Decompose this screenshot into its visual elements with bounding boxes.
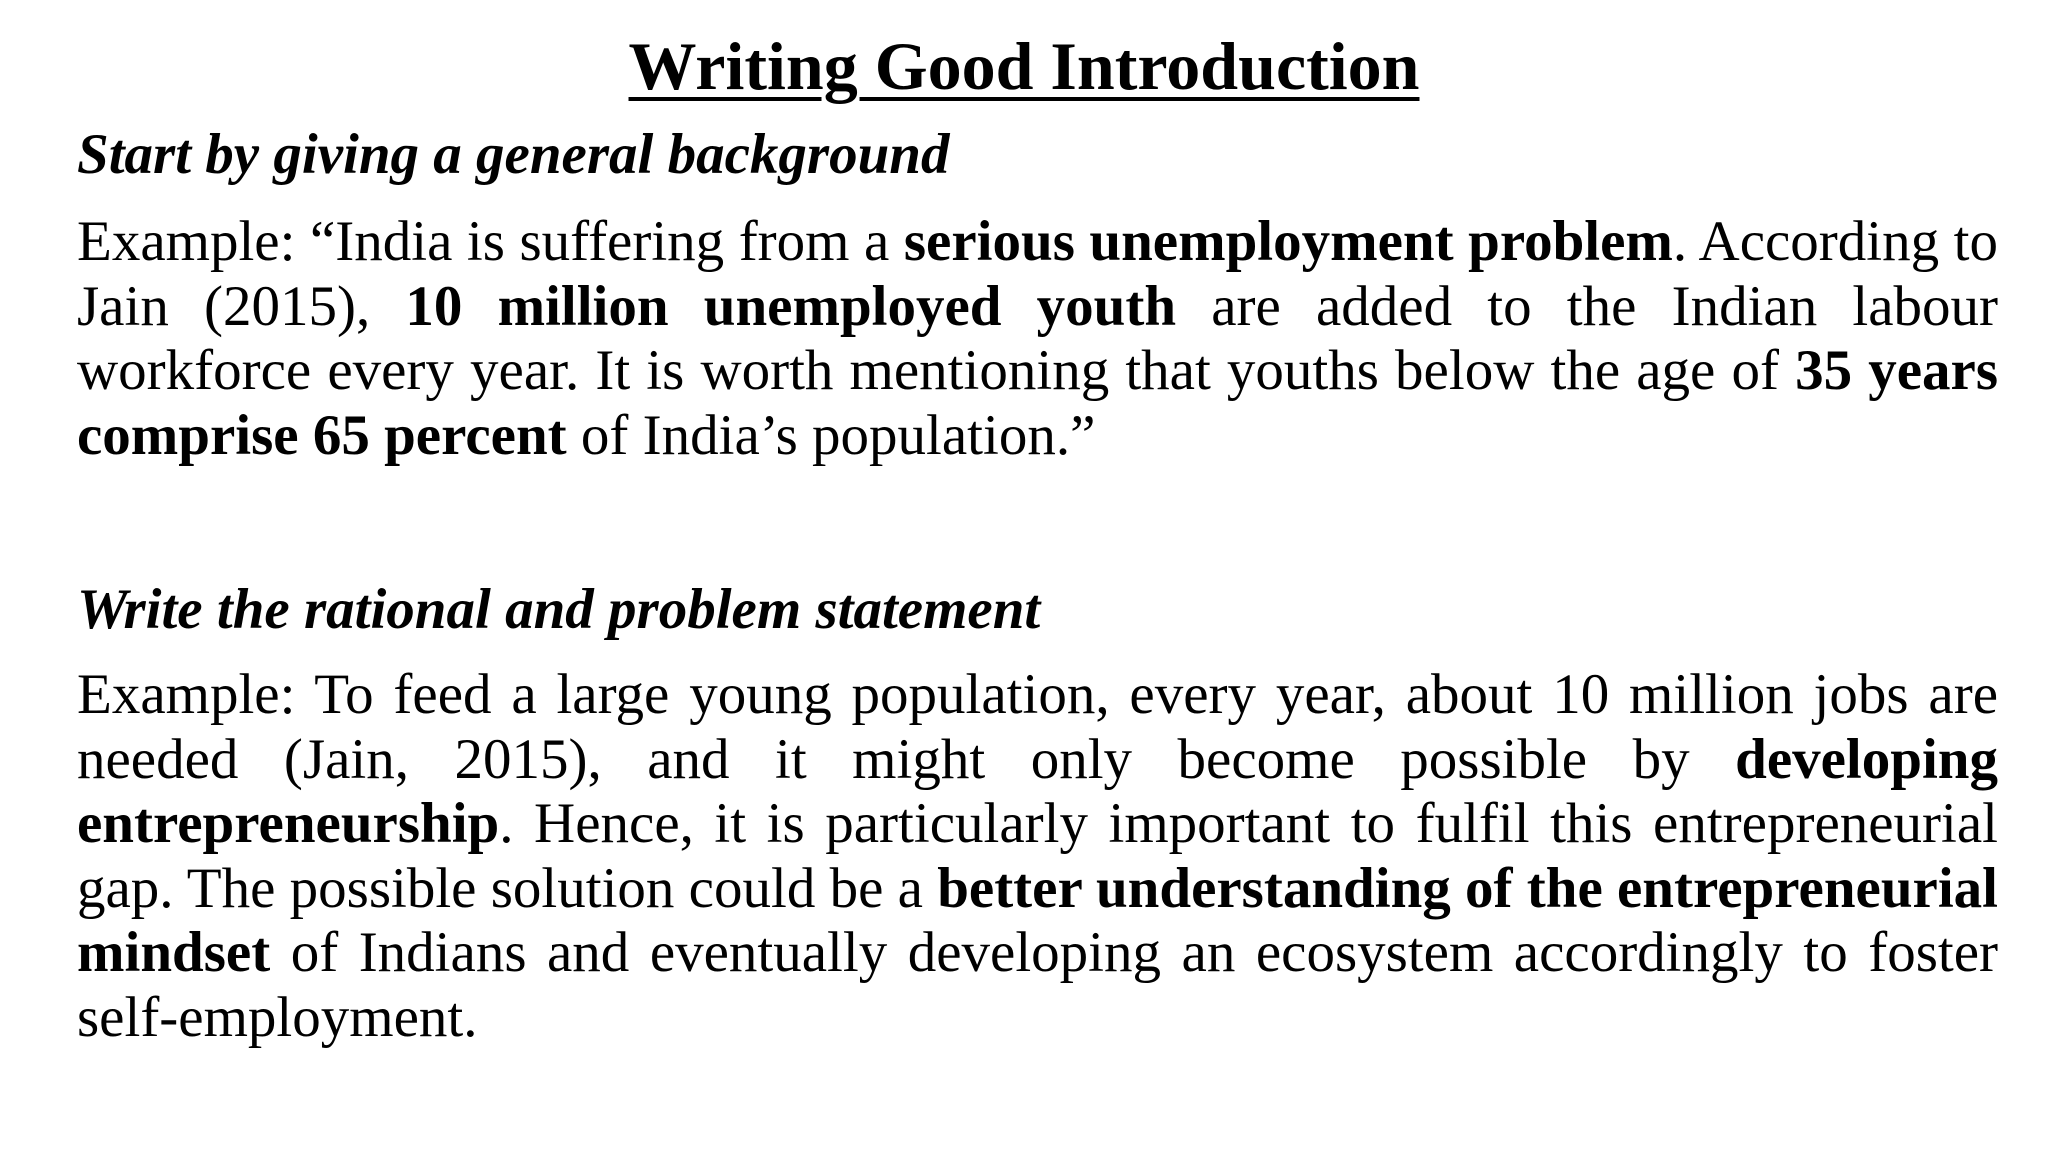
paragraph-text: Example: “India is suffering from a — [77, 210, 904, 273]
emphasis-text: developing entrepreneurship — [77, 727, 1998, 855]
section-paragraph-background — [77, 210, 1998, 468]
paragraph-text: . Hence, it is particularly important to fulfil this entrepreneurial gap. The possible solution could be a — [77, 792, 1998, 920]
paragraph-text: are added to the Indian labour workforce every year. It is worth mentioning that youths below the age of — [77, 274, 1999, 402]
slide-title: Writing Good Introduction — [628, 28, 1420, 104]
emphasis-text: better understanding of the entrepreneurial mindset — [77, 856, 1998, 984]
emphasis-text: 35 years comprise 65 percent — [77, 339, 1999, 467]
paragraph-text: . According to Jain (2015), — [77, 210, 1998, 338]
paragraph-text: Example: To feed a large young population, every year, about 10 million jobs are needed (Jain, 2015), and it might only become possible by — [77, 663, 1998, 791]
emphasis-text: 10 million unemployed youth — [405, 274, 1177, 338]
paragraph-text: of India’s population.” — [566, 403, 1096, 467]
section-heading-background: Start by giving a general background — [77, 123, 950, 186]
section-heading-problem-statement: Write the rational and problem statement — [77, 578, 1041, 641]
section-paragraph-problem-statement — [77, 663, 1998, 1050]
paragraph-text: of Indians and eventually developing an ecosystem accordingly to foster self-employment. — [77, 921, 1998, 1049]
emphasis-text: serious unemployment problem — [903, 210, 1673, 273]
